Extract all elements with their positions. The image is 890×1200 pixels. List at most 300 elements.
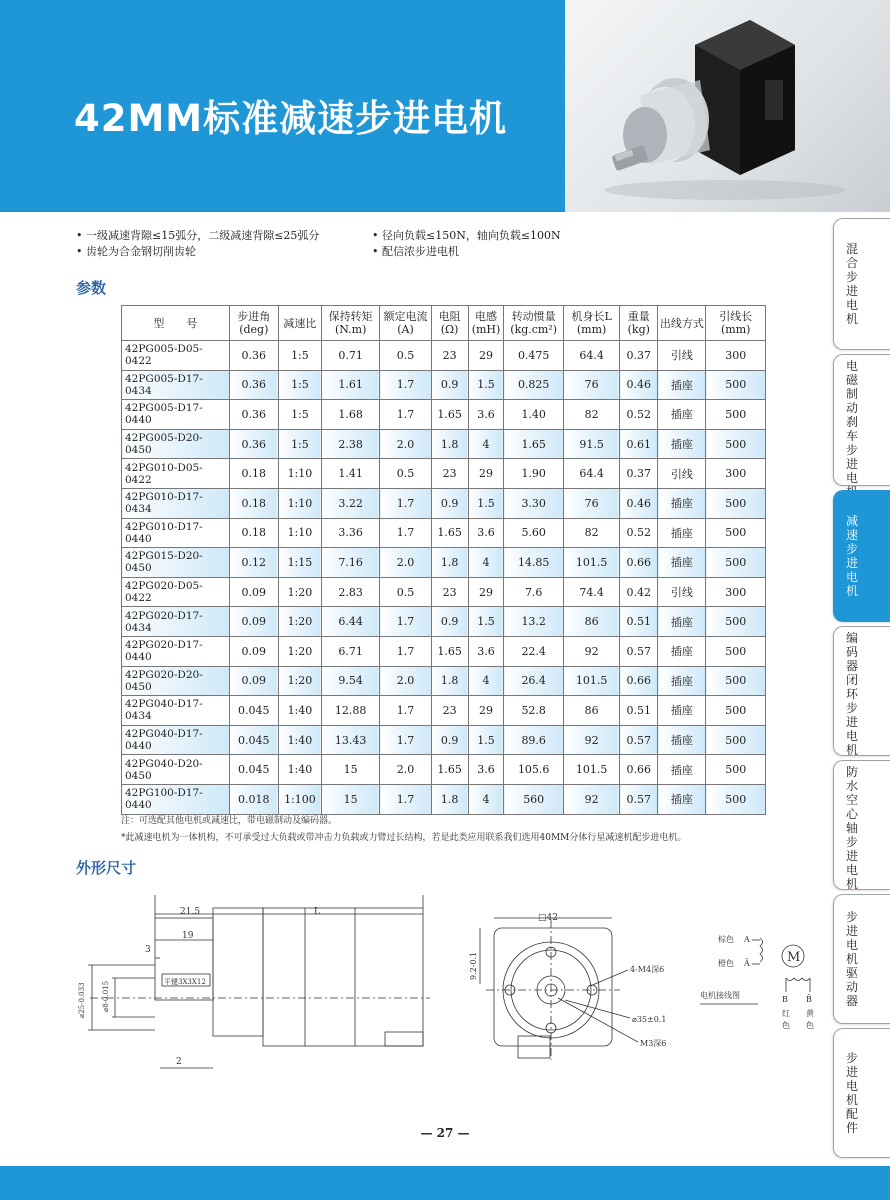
dimension-drawing bbox=[0, 880, 830, 1110]
dia-8: ⌀8-0.015 bbox=[102, 980, 110, 1012]
table-cell: 500 bbox=[706, 784, 766, 814]
table-cell: 500 bbox=[706, 488, 766, 518]
table-cell: 4 bbox=[468, 548, 504, 578]
table-cell: 0.045 bbox=[229, 755, 278, 785]
column-header bbox=[122, 306, 230, 341]
table-cell: 插座 bbox=[658, 548, 706, 578]
page-number: — 27 — bbox=[420, 1126, 470, 1140]
table-cell: 3.22 bbox=[321, 488, 379, 518]
table-cell: 1.61 bbox=[321, 370, 379, 400]
table-cell: 1.40 bbox=[504, 400, 563, 430]
side-tab[interactable] bbox=[833, 1028, 890, 1158]
column-header bbox=[380, 306, 431, 341]
table-cell: 1:5 bbox=[278, 429, 321, 459]
table-cell: 500 bbox=[706, 370, 766, 400]
model-cell: 42PG020-D17-0434 bbox=[122, 607, 230, 637]
column-header bbox=[321, 306, 379, 341]
wiring-caption: 电机接线图 bbox=[700, 991, 740, 1000]
table-cell: 1.8 bbox=[431, 429, 468, 459]
table-cell: 0.5 bbox=[380, 459, 431, 489]
column-header-unit: (deg) bbox=[239, 323, 269, 336]
table-cell: 89.6 bbox=[504, 725, 563, 755]
front-view-outline bbox=[494, 928, 612, 1046]
table-cell: 插座 bbox=[658, 725, 706, 755]
table-row bbox=[122, 696, 766, 726]
table-cell: 0.36 bbox=[229, 400, 278, 430]
table-cell: 23 bbox=[431, 696, 468, 726]
pcd-35: ⌀35±0.1 bbox=[632, 1015, 667, 1024]
side-tab-label: 防水空心轴步进电机 bbox=[845, 765, 858, 891]
table-cell: 74.4 bbox=[563, 577, 619, 607]
table-cell: 105.6 bbox=[504, 755, 563, 785]
table-cell: 0.18 bbox=[229, 518, 278, 548]
column-header-label: 额定电流 bbox=[383, 310, 428, 323]
table-cell: 29 bbox=[468, 696, 504, 726]
table-cell: 1:10 bbox=[278, 459, 321, 489]
table-cell: 1.65 bbox=[504, 429, 563, 459]
table-cell: 1.90 bbox=[504, 459, 563, 489]
phase-b: B bbox=[782, 995, 788, 1004]
table-cell: 560 bbox=[504, 784, 563, 814]
table-cell: 0.9 bbox=[431, 607, 468, 637]
table-cell: 64.4 bbox=[563, 459, 619, 489]
feature-text: 径向负载≤150N，轴向负载≤100N bbox=[382, 229, 561, 242]
table-cell: 29 bbox=[468, 459, 504, 489]
table-cell: 12.88 bbox=[321, 696, 379, 726]
table-cell: 1:5 bbox=[278, 400, 321, 430]
table-cell: 0.51 bbox=[620, 696, 658, 726]
column-header-unit: (A) bbox=[397, 323, 414, 336]
table-row bbox=[122, 666, 766, 696]
table-cell: 0.475 bbox=[504, 341, 563, 371]
table-cell: 2.0 bbox=[380, 755, 431, 785]
table-cell: 1.7 bbox=[380, 725, 431, 755]
table-cell: 1.7 bbox=[380, 400, 431, 430]
model-cell: 42PG005-D17-0434 bbox=[122, 370, 230, 400]
side-tab[interactable] bbox=[833, 218, 890, 350]
table-cell: 1.8 bbox=[431, 666, 468, 696]
side-tab[interactable] bbox=[833, 490, 890, 622]
table-cell: 14.85 bbox=[504, 548, 563, 578]
table-cell: 0.46 bbox=[620, 488, 658, 518]
dim-2: 2 bbox=[176, 1057, 182, 1067]
table-cell: 1:40 bbox=[278, 755, 321, 785]
table-row bbox=[122, 459, 766, 489]
column-header bbox=[563, 306, 619, 341]
table-cell: 插座 bbox=[658, 696, 706, 726]
table-cell: 101.5 bbox=[563, 548, 619, 578]
phase-b-bar: B̄ bbox=[806, 995, 812, 1004]
table-cell: 91.5 bbox=[563, 429, 619, 459]
table-cell: 3.6 bbox=[468, 400, 504, 430]
table-cell: 0.045 bbox=[229, 696, 278, 726]
table-cell: 0.09 bbox=[229, 636, 278, 666]
table-cell: 1.5 bbox=[468, 725, 504, 755]
table-cell: 29 bbox=[468, 577, 504, 607]
table-cell: 26.4 bbox=[504, 666, 563, 696]
table-cell: 500 bbox=[706, 400, 766, 430]
table-cell: 76 bbox=[563, 370, 619, 400]
params-title: 参数 bbox=[76, 279, 107, 297]
phase-a: A bbox=[744, 935, 750, 944]
table-cell: 1.5 bbox=[468, 607, 504, 637]
table-row bbox=[122, 370, 766, 400]
table-cell: 500 bbox=[706, 636, 766, 666]
table-cell: 插座 bbox=[658, 400, 706, 430]
table-cell: 13.43 bbox=[321, 725, 379, 755]
table-cell: 101.5 bbox=[563, 666, 619, 696]
column-header-label: 转动惯量 bbox=[511, 310, 556, 323]
table-cell: 0.57 bbox=[620, 725, 658, 755]
wire-red-2: 色 bbox=[782, 1021, 790, 1030]
table-cell: 插座 bbox=[658, 488, 706, 518]
table-row bbox=[122, 341, 766, 371]
table-cell: 2.38 bbox=[321, 429, 379, 459]
table-cell: 6.44 bbox=[321, 607, 379, 637]
column-header bbox=[620, 306, 658, 341]
table-cell: 1:10 bbox=[278, 488, 321, 518]
table-cell: 0.66 bbox=[620, 548, 658, 578]
side-tab-label: 步进电机配件 bbox=[845, 1051, 858, 1135]
model-cell: 42PG040-D17-0440 bbox=[122, 725, 230, 755]
table-cell: 82 bbox=[563, 400, 619, 430]
table-cell: 0.61 bbox=[620, 429, 658, 459]
table-cell: 0.18 bbox=[229, 459, 278, 489]
table-cell: 0.9 bbox=[431, 488, 468, 518]
table-row bbox=[122, 577, 766, 607]
table-cell: 1:100 bbox=[278, 784, 321, 814]
table-cell: 0.52 bbox=[620, 518, 658, 548]
table-cell: 0.66 bbox=[620, 755, 658, 785]
table-cell: 7.6 bbox=[504, 577, 563, 607]
table-cell: 1:5 bbox=[278, 341, 321, 371]
table-cell: 0.9 bbox=[431, 370, 468, 400]
model-cell: 42PG005-D20-0450 bbox=[122, 429, 230, 459]
table-cell: 7.16 bbox=[321, 548, 379, 578]
table-cell: 0.18 bbox=[229, 488, 278, 518]
table-cell: 4 bbox=[468, 784, 504, 814]
column-header bbox=[504, 306, 563, 341]
table-cell: 82 bbox=[563, 518, 619, 548]
dim-21-5: 21.5 bbox=[180, 907, 201, 917]
table-cell: 0.5 bbox=[380, 341, 431, 371]
column-header-unit: (mH) bbox=[471, 323, 501, 336]
table-cell: 0.57 bbox=[620, 784, 658, 814]
table-cell: 1:40 bbox=[278, 696, 321, 726]
side-tab-label: 减速步进电机 bbox=[845, 514, 858, 598]
table-cell: 300 bbox=[706, 459, 766, 489]
side-tab[interactable] bbox=[833, 354, 890, 486]
motor-symbol: M bbox=[787, 950, 801, 965]
table-cell: 1.8 bbox=[431, 784, 468, 814]
table-cell: 92 bbox=[563, 784, 619, 814]
wire-yellow: 黄 bbox=[806, 1009, 814, 1018]
side-tab[interactable] bbox=[833, 894, 890, 1024]
side-tab-label: 编码器闭环步进电机 bbox=[845, 631, 858, 757]
table-cell: 0.37 bbox=[620, 341, 658, 371]
table-cell: 插座 bbox=[658, 784, 706, 814]
table-cell: 0.36 bbox=[229, 429, 278, 459]
dim-9-2: 9.2-0.1 bbox=[469, 951, 478, 980]
table-cell: 0.52 bbox=[620, 400, 658, 430]
feature-item: • 配信浓步进电机 bbox=[372, 245, 459, 258]
table-body bbox=[122, 341, 766, 815]
table-cell: 0.46 bbox=[620, 370, 658, 400]
feature-item: • 径向负载≤150N，轴向负载≤100N bbox=[372, 229, 561, 242]
side-tab[interactable] bbox=[833, 626, 890, 756]
table-cell: 引线 bbox=[658, 341, 706, 371]
column-header-unit: (kg.cm²) bbox=[510, 323, 558, 336]
column-header-unit: (mm) bbox=[576, 323, 607, 336]
side-tab-label: 电磁制动刹车步进电 bbox=[845, 359, 858, 485]
table-row bbox=[122, 636, 766, 666]
wire-red: 红 bbox=[782, 1009, 790, 1018]
table-cell: 插座 bbox=[658, 518, 706, 548]
table-cell: 9.54 bbox=[321, 666, 379, 696]
table-cell: 1.7 bbox=[380, 488, 431, 518]
table-cell: 插座 bbox=[658, 755, 706, 785]
model-cell: 42PG040-D20-0450 bbox=[122, 755, 230, 785]
dimensions-title: 外形尺寸 bbox=[76, 859, 137, 877]
table-cell: 1:20 bbox=[278, 607, 321, 637]
page-title: 42MM标准减速步进电机 bbox=[74, 97, 508, 140]
table-cell: 86 bbox=[563, 696, 619, 726]
table-cell: 500 bbox=[706, 725, 766, 755]
table-cell: 92 bbox=[563, 725, 619, 755]
table-cell: 23 bbox=[431, 341, 468, 371]
table-cell: 1.65 bbox=[431, 755, 468, 785]
table-cell: 3.6 bbox=[468, 755, 504, 785]
phase-a-bar: Ā bbox=[744, 959, 750, 968]
table-cell: 1.68 bbox=[321, 400, 379, 430]
model-cell: 42PG040-D17-0434 bbox=[122, 696, 230, 726]
table-cell: 64.4 bbox=[563, 341, 619, 371]
table-cell: 2.0 bbox=[380, 429, 431, 459]
table-row bbox=[122, 725, 766, 755]
dim-square-42: □42 bbox=[538, 913, 558, 923]
table-cell: 1.65 bbox=[431, 400, 468, 430]
feature-text: 配信浓步进电机 bbox=[382, 245, 459, 258]
model-cell: 42PG010-D17-0440 bbox=[122, 518, 230, 548]
table-cell: 1.5 bbox=[468, 488, 504, 518]
column-header bbox=[431, 306, 468, 341]
motor-side-outline bbox=[263, 908, 423, 1046]
model-cell: 42PG100-D17-0440 bbox=[122, 784, 230, 814]
column-header bbox=[468, 306, 504, 341]
side-tab-label: 混合步进电机 bbox=[845, 242, 858, 326]
model-cell: 42PG020-D05-0422 bbox=[122, 577, 230, 607]
table-cell: 引线 bbox=[658, 577, 706, 607]
wire-brown: 棕色 bbox=[718, 935, 734, 944]
table-cell: 插座 bbox=[658, 370, 706, 400]
table-cell: 23 bbox=[431, 459, 468, 489]
table-cell: 5.60 bbox=[504, 518, 563, 548]
column-header-label: 引线长(mm) bbox=[719, 310, 753, 336]
dim-L: L bbox=[314, 907, 320, 917]
table-cell: 插座 bbox=[658, 666, 706, 696]
column-header bbox=[706, 306, 766, 341]
table-cell: 1.8 bbox=[431, 548, 468, 578]
model-cell: 42PG020-D20-0450 bbox=[122, 666, 230, 696]
table-cell: 3.36 bbox=[321, 518, 379, 548]
column-header-label: 减速比 bbox=[283, 316, 317, 330]
table-cell: 0.36 bbox=[229, 370, 278, 400]
table-row bbox=[122, 518, 766, 548]
table-cell: 500 bbox=[706, 518, 766, 548]
model-cell: 42PG010-D17-0434 bbox=[122, 488, 230, 518]
table-cell: 76 bbox=[563, 488, 619, 518]
table-cell: 3.6 bbox=[468, 636, 504, 666]
dim-3: 3 bbox=[145, 945, 151, 955]
table-row bbox=[122, 400, 766, 430]
column-header bbox=[658, 306, 706, 341]
feature-item: • 齿轮为合金钢切削齿轮 bbox=[76, 245, 196, 258]
table-cell: 300 bbox=[706, 577, 766, 607]
table-cell: 0.09 bbox=[229, 666, 278, 696]
key-label: 平键3X3X12 bbox=[164, 978, 206, 986]
side-tab-label: 步进电机驱动器 bbox=[845, 910, 858, 1008]
column-header-label: 型 号 bbox=[153, 316, 198, 330]
table-cell: 0.045 bbox=[229, 725, 278, 755]
column-header bbox=[278, 306, 321, 341]
table-cell: 6.71 bbox=[321, 636, 379, 666]
hole-m3: M3深6 bbox=[640, 1039, 667, 1048]
table-cell: 0.09 bbox=[229, 607, 278, 637]
table-cell: 3.6 bbox=[468, 518, 504, 548]
dim-19: 19 bbox=[182, 931, 194, 941]
table-cell: 3.30 bbox=[504, 488, 563, 518]
table-cell: 0.51 bbox=[620, 607, 658, 637]
table-cell: 22.4 bbox=[504, 636, 563, 666]
table-cell: 1:5 bbox=[278, 370, 321, 400]
note-line: *此减速电机为一体机构，不可承受过大负载或带冲击力负载或力臂过长结构，若是此类应用联系我们选用40MM分体行星减速机配步进电机。 bbox=[121, 833, 687, 843]
header-banner bbox=[0, 0, 890, 212]
footer-band bbox=[0, 1166, 890, 1200]
table-cell: 1.65 bbox=[431, 636, 468, 666]
column-header-unit: (N.m) bbox=[334, 323, 367, 336]
column-header-label: 保持转矩 bbox=[328, 310, 373, 323]
table-cell: 86 bbox=[563, 607, 619, 637]
table-cell: 1.7 bbox=[380, 370, 431, 400]
table-cell: 1.65 bbox=[431, 518, 468, 548]
table-row bbox=[122, 548, 766, 578]
column-header-label: 重量 bbox=[627, 310, 650, 323]
model-cell: 42PG020-D17-0440 bbox=[122, 636, 230, 666]
table-cell: 2.0 bbox=[380, 666, 431, 696]
feature-text: 一级减速背隙≤15弧分，二级减速背隙≤25弧分 bbox=[86, 229, 320, 242]
table-cell: 500 bbox=[706, 666, 766, 696]
table-header-row bbox=[122, 306, 766, 341]
table-cell: 15 bbox=[321, 755, 379, 785]
wire-orange: 橙色 bbox=[718, 959, 734, 968]
table-cell: 0.9 bbox=[431, 725, 468, 755]
table-cell: 4 bbox=[468, 429, 504, 459]
table-cell: 1.7 bbox=[380, 518, 431, 548]
note-line: 注：可选配其他电机或减速比，带电磁制动及编码器。 bbox=[121, 816, 338, 826]
table-cell: 1.7 bbox=[380, 696, 431, 726]
table-cell: 0.71 bbox=[321, 341, 379, 371]
table-cell: 1:20 bbox=[278, 577, 321, 607]
column-header bbox=[229, 306, 278, 341]
table-row bbox=[122, 607, 766, 637]
table-cell: 0.66 bbox=[620, 666, 658, 696]
column-header-unit: (kg) bbox=[627, 323, 650, 336]
table-cell: 1.41 bbox=[321, 459, 379, 489]
side-tab[interactable] bbox=[833, 760, 890, 890]
table-cell: 1.5 bbox=[468, 370, 504, 400]
table-cell: 500 bbox=[706, 429, 766, 459]
table-cell: 500 bbox=[706, 755, 766, 785]
table-cell: 2.0 bbox=[380, 548, 431, 578]
table-cell: 0.09 bbox=[229, 577, 278, 607]
table-row bbox=[122, 488, 766, 518]
table-cell: 1:20 bbox=[278, 636, 321, 666]
spec-table bbox=[121, 305, 766, 815]
table-row bbox=[122, 755, 766, 785]
table-cell: 500 bbox=[706, 548, 766, 578]
table-cell: 500 bbox=[706, 607, 766, 637]
table-cell: 0.12 bbox=[229, 548, 278, 578]
table-cell: 插座 bbox=[658, 636, 706, 666]
table-cell: 13.2 bbox=[504, 607, 563, 637]
flange-side-outline bbox=[213, 908, 263, 1036]
table-cell: 1:40 bbox=[278, 725, 321, 755]
table-cell: 2.83 bbox=[321, 577, 379, 607]
dia-25: ⌀25-0.033 bbox=[78, 982, 86, 1018]
table-cell: 引线 bbox=[658, 459, 706, 489]
table-cell: 300 bbox=[706, 341, 766, 371]
model-cell: 42PG005-D17-0440 bbox=[122, 400, 230, 430]
table-cell: 1:15 bbox=[278, 548, 321, 578]
table-cell: 92 bbox=[563, 636, 619, 666]
table-row bbox=[122, 784, 766, 814]
table-cell: 101.5 bbox=[563, 755, 619, 785]
hole-4m4: 4-M4深6 bbox=[630, 965, 665, 974]
table-cell: 插座 bbox=[658, 607, 706, 637]
table-cell: 500 bbox=[706, 696, 766, 726]
table-cell: 1.7 bbox=[380, 607, 431, 637]
table-cell: 15 bbox=[321, 784, 379, 814]
table-cell: 29 bbox=[468, 341, 504, 371]
feature-text: 齿轮为合金钢切削齿轮 bbox=[86, 245, 196, 258]
model-cell: 42PG010-D05-0422 bbox=[122, 459, 230, 489]
table-cell: 0.57 bbox=[620, 636, 658, 666]
table-cell: 1:20 bbox=[278, 666, 321, 696]
column-header-label: 电感 bbox=[475, 310, 497, 323]
table-cell: 0.36 bbox=[229, 341, 278, 371]
table-cell: 1.7 bbox=[380, 636, 431, 666]
wire-yellow-2: 色 bbox=[806, 1021, 814, 1030]
column-header-label: 出线方式 bbox=[659, 316, 704, 330]
table-cell: 1:10 bbox=[278, 518, 321, 548]
table-cell: 52.8 bbox=[504, 696, 563, 726]
model-cell: 42PG015-D20-0450 bbox=[122, 548, 230, 578]
feature-item: • 一级减速背隙≤15弧分，二级减速背隙≤25弧分 bbox=[76, 229, 320, 242]
table-cell: 0.37 bbox=[620, 459, 658, 489]
column-header-unit: (Ω) bbox=[440, 323, 459, 336]
table-row bbox=[122, 429, 766, 459]
notes bbox=[121, 813, 686, 847]
table-cell: 0.42 bbox=[620, 577, 658, 607]
column-header-label: 步进角 bbox=[237, 310, 271, 323]
table-cell: 插座 bbox=[658, 429, 706, 459]
column-header-label: 电阻 bbox=[438, 310, 461, 323]
table-cell: 0.825 bbox=[504, 370, 563, 400]
table-cell: 1.7 bbox=[380, 784, 431, 814]
table-cell: 23 bbox=[431, 577, 468, 607]
column-header-label: 机身长L bbox=[571, 310, 612, 323]
product-photo bbox=[565, 0, 890, 212]
